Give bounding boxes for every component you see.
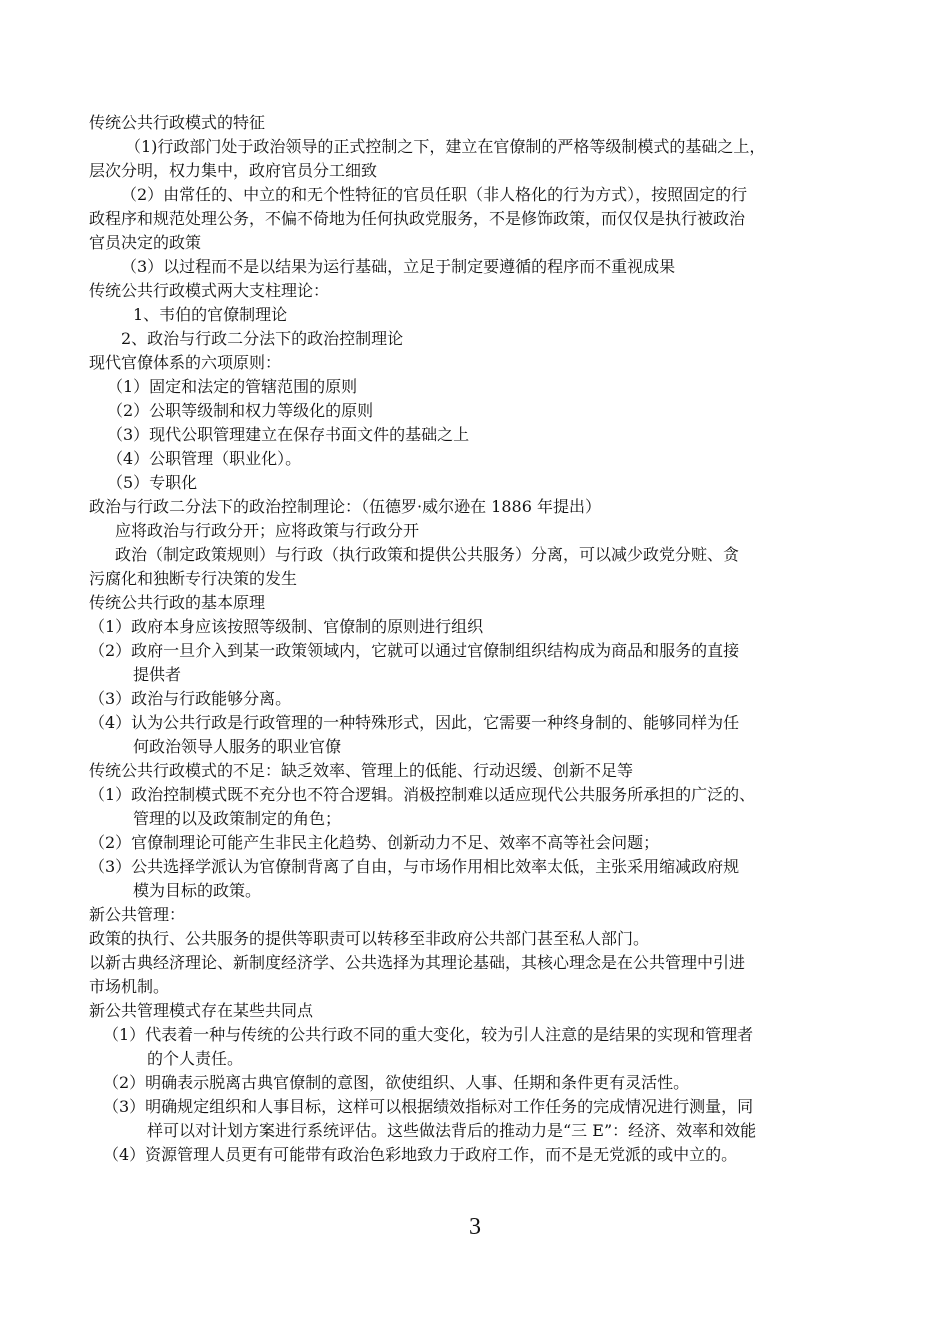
text-line: 1、韦伯的官僚制理论 [133, 305, 288, 324]
text-line: 传统公共行政模式的特征 [89, 113, 266, 132]
text-line: （3）明确规定组织和人事目标，这样可以根据绩效指标对工作任务的完成情况进行测量，同 [103, 1097, 754, 1116]
text-line: 样可以对计划方案进行系统评估。这些做法背后的推动力是“三 E”：经济、效率和效能 [147, 1121, 757, 1140]
text-line: （3）以过程而不是以结果为运行基础，立足于制定要遵循的程序而不重视成果 [121, 257, 676, 276]
text-line: 管理的以及政策制定的角色； [133, 809, 342, 828]
text-line: （1)行政部门处于政治领导的正式控制之下，建立在官僚制的严格等级制模式的基础之上， [125, 137, 766, 156]
text-line: （2）官僚制理论可能产生非民主化趋势、创新动力不足、效率不高等社会问题； [89, 833, 660, 852]
text-line: （2）公职等级制和权力等级化的原则 [107, 401, 374, 420]
text-line: 政治（制定政策规则）与行政（执行政策和提供公共服务）分离，可以减少政党分赃、贪 [115, 545, 740, 564]
page-number: 3 [469, 1214, 481, 1240]
text-line: 现代官僚体系的六项原则： [89, 353, 282, 372]
text-line: （1）固定和法定的管辖范围的原则 [107, 377, 358, 396]
text-line: 提供者 [133, 665, 182, 684]
document-body [89, 111, 867, 1167]
text-line: （1）政府本身应该按照等级制、官僚制的原则进行组织 [89, 617, 484, 636]
text-line: 模为目标的政策。 [133, 881, 262, 900]
text-line: 污腐化和独断专行决策的发生 [89, 569, 298, 588]
text-line: （2）政府一旦介入到某一政策领域内，它就可以通过官僚制组织结构成为商品和服务的直接 [89, 641, 740, 660]
text-line: 传统公共行政的基本原理 [89, 593, 266, 612]
text-line: 政程序和规范处理公务，不偏不倚地为任何执政党服务，不是修饰政策，而仅仅是执行被政治 [89, 209, 746, 228]
text-line: 政治与行政二分法下的政治控制理论：（伍德罗·威尔逊在 1886 年提出） [89, 497, 601, 516]
text-line: （1）政治控制模式既不充分也不符合逻辑。消极控制难以适应现代公共服务所承担的广泛的、 [89, 785, 756, 804]
text-line: 传统公共行政模式两大支柱理论： [89, 281, 330, 300]
text-line: （4）资源管理人员更有可能带有政治色彩地致力于政府工作，而不是无党派的或中立的。 [103, 1145, 738, 1164]
text-line: （4）公职管理（职业化）。 [107, 449, 302, 468]
text-line: 何政治领导人服务的职业官僚 [133, 737, 342, 756]
text-line: （5）专职化 [107, 473, 198, 492]
text-line: （2）由常任的、中立的和无个性特征的官员任职（非人格化的行为方式），按照固定的行 [121, 185, 748, 204]
text-line: 的个人责任。 [147, 1049, 244, 1068]
text-line: 市场机制。 [89, 977, 170, 996]
text-line: （4）认为公共行政是行政管理的一种特殊形式，因此，它需要一种终身制的、能够同样为任 [89, 713, 740, 732]
text-line: （3）现代公职管理建立在保存书面文件的基础之上 [107, 425, 470, 444]
text-line: 层次分明，权力集中，政府官员分工细致 [89, 161, 378, 180]
text-line: 传统公共行政模式的不足：缺乏效率、管理上的低能、行动迟缓、创新不足等 [89, 761, 634, 780]
text-line: （1）代表着一种与传统的公共行政不同的重大变化，较为引人注意的是结果的实现和管理者 [103, 1025, 754, 1044]
text-line: 新公共管理模式存在某些共同点 [89, 1001, 314, 1020]
text-line: （2）明确表示脱离古典官僚制的意图，欲使组织、人事、任期和条件更有灵活性。 [103, 1073, 690, 1092]
text-line: 官员决定的政策 [89, 233, 202, 252]
text-line: 以新古典经济理论、新制度经济学、公共选择为其理论基础，其核心理念是在公共管理中引进 [89, 953, 746, 972]
text-line: （3）政治与行政能够分离。 [89, 689, 292, 708]
text-line: 2、政治与行政二分法下的政治控制理论 [121, 329, 404, 348]
text-line: （3）公共选择学派认为官僚制背离了自由，与市场作用相比效率太低，主张采用缩减政府规 [89, 857, 740, 876]
text-line: 新公共管理： [89, 905, 186, 924]
text-line: 政策的执行、公共服务的提供等职责可以转移至非政府公共部门甚至私人部门。 [89, 929, 650, 948]
text-line: 应将政治与行政分开；应将政策与行政分开 [115, 521, 420, 540]
